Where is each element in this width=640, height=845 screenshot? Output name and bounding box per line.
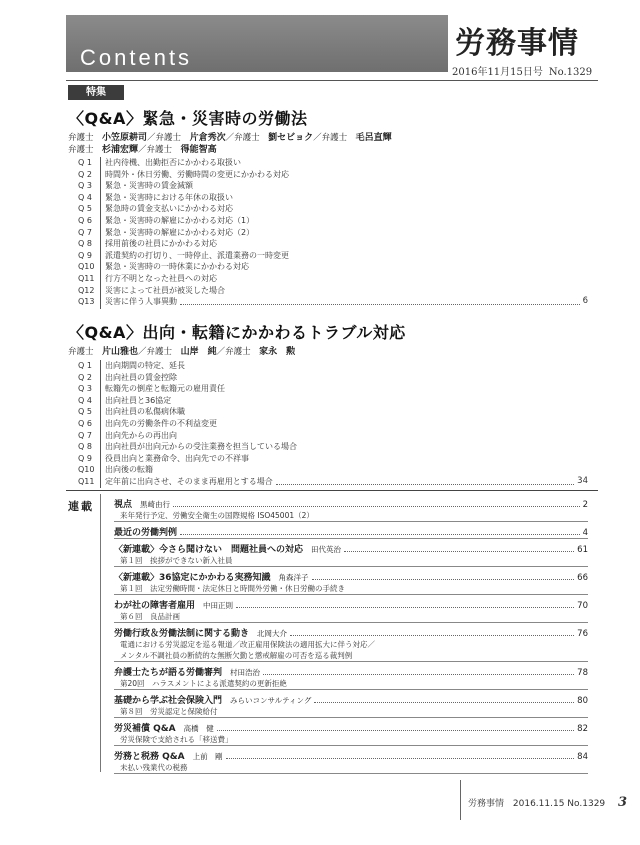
author-role: 弁護士: [68, 133, 103, 143]
dot-leader: [173, 506, 580, 507]
serial-title-row: [114, 749, 588, 762]
question-text: 転籍先の倒産と転籍元の雇用責任: [105, 384, 225, 394]
question-number: Q12: [78, 285, 95, 295]
serial-title: 〈新連載〉36協定にかかわる実務知識: [114, 573, 271, 583]
serial-title-row: [114, 693, 588, 706]
question-text: 緊急・災害時の賃金減額: [105, 181, 193, 191]
serial-author: 高橋 健: [183, 724, 214, 733]
author-role: 弁護士: [225, 347, 260, 357]
dot-leader: [180, 296, 580, 305]
question-item: [78, 285, 588, 297]
question-item: [78, 383, 588, 395]
question-text: 緊急時の賃金支払いにかかわる対応: [105, 204, 233, 214]
question-text: 災害に伴う人事異動: [105, 297, 177, 307]
serial-entry: [114, 570, 588, 595]
question-item: [78, 296, 588, 308]
serial-divider: [114, 594, 588, 595]
serial-label: 連載: [68, 500, 94, 513]
serial-title-row: [114, 570, 588, 583]
question-number: Q10: [78, 262, 95, 272]
author-name: 劉セビョク: [268, 133, 314, 143]
serial-title: 労災補償 Q&A: [114, 724, 176, 734]
question-text: 社内待機、出勤拒否にかかわる取扱い: [105, 158, 241, 167]
author-name: 家永 勲: [259, 347, 296, 357]
question-text: 出向社員の賃金控除: [105, 372, 177, 382]
question-number: Q 9: [78, 453, 92, 463]
question-item: [78, 273, 588, 285]
dot-leader: [180, 534, 580, 535]
page-number: 70: [577, 601, 588, 611]
question-item: [78, 169, 588, 181]
serial-divider: [114, 661, 588, 662]
author-name: 山岸 純: [180, 347, 217, 357]
serial-subtitle: 未払い残業代の税務: [120, 763, 188, 772]
serial-entry: [114, 721, 588, 746]
dot-leader: [276, 476, 574, 485]
serial-title: 視点: [114, 500, 133, 510]
question-item: [78, 372, 588, 384]
author-role: 弁護士: [68, 347, 103, 357]
author-role: 弁護士: [68, 145, 103, 155]
question-number: Q 1: [78, 158, 92, 167]
page-number: 78: [577, 668, 588, 678]
question-number: Q 5: [78, 204, 92, 214]
section2-question-list: [78, 360, 588, 488]
footer-magazine: 労務事情: [468, 799, 505, 809]
page-number: 76: [577, 629, 588, 639]
serial-divider: [114, 521, 588, 522]
dot-leader: [290, 635, 574, 636]
question-number: Q 9: [78, 250, 92, 260]
section1-question-list: [78, 157, 588, 308]
question-item: [78, 203, 588, 215]
author-separator: ／: [216, 347, 226, 357]
serial-subtitle: 第１回 法定労働時間・法定休日と時間外労働・休日労働の手続き: [120, 584, 345, 593]
question-text: 災害によって社員が被災した場合: [105, 285, 225, 295]
question-number: Q13: [78, 297, 95, 307]
serial-title-row: [114, 665, 588, 678]
question-item: [78, 215, 588, 227]
serial-divider: [114, 566, 588, 567]
question-text: 出向期間の特定、延長: [105, 361, 185, 370]
author-separator: ／: [138, 347, 147, 357]
section1-title: 〈Q&A〉緊急・災害時の労働法: [68, 109, 308, 128]
question-item: [78, 180, 588, 192]
dot-leader: [314, 702, 574, 703]
contents-label: Contents: [80, 45, 193, 70]
question-text: 出向社員の私傷病休職: [105, 407, 185, 417]
question-number: Q 8: [78, 239, 92, 249]
serial-subtitle: 電通における労災認定を巡る報道／改正雇用保険法の適用拡大に伴う対応／: [120, 640, 375, 649]
serial-author: 中田正則: [203, 601, 234, 610]
page-number: 82: [577, 724, 588, 734]
question-text: 出向社員と36協定: [105, 395, 172, 405]
serial-divider: [114, 745, 588, 746]
issue-info: [452, 63, 592, 78]
serial-subtitle: 労災保険で支給される「移送費」: [120, 735, 233, 744]
author-name: 得能智高: [180, 145, 217, 155]
page-number: 4: [582, 528, 588, 538]
page-number: 80: [577, 696, 588, 706]
question-item: [78, 192, 588, 204]
dot-leader: [226, 758, 575, 759]
serial-entry: [114, 525, 588, 539]
serial-subtitle: 第20回 ハラスメントによる派遣契約の更新拒絶: [120, 679, 287, 688]
question-text: 緊急・災害時の一時休業にかかわる対応: [105, 262, 249, 272]
serial-title-row: [114, 525, 588, 538]
question-text: 出向社員が出向元からの受注業務を担当している場合: [105, 442, 297, 452]
serial-title: 最近の労働判例: [114, 528, 178, 538]
page-number: 2: [582, 500, 588, 510]
section1-authors-line2: [68, 142, 217, 155]
question-text: 行方不明となった社員への対応: [105, 273, 217, 283]
serial-title: 弁護士たちが語る労働審判: [114, 668, 223, 678]
author-name: 片山雅也: [102, 347, 139, 357]
page-number: 61: [577, 545, 588, 555]
serial-author: みらいコンサルティング: [230, 696, 312, 705]
dot-leader: [217, 730, 575, 731]
question-item: [78, 157, 588, 169]
author-name: 片倉秀次: [189, 133, 226, 143]
question-item: [78, 227, 588, 239]
question-number: Q 6: [78, 215, 92, 225]
special-feature-tag: 特集: [68, 85, 124, 100]
question-text: 緊急・災害時の解雇にかかわる対応（1）: [105, 215, 255, 225]
author-separator: ／: [225, 133, 235, 143]
author-separator: ／: [313, 133, 322, 143]
author-role: 弁護士: [146, 347, 181, 357]
author-name: 小笠原耕司: [102, 133, 148, 143]
author-role: 弁護士: [234, 133, 269, 143]
serial-author: 角森洋子: [278, 573, 309, 582]
serial-subtitle: 第８回 労災認定と保険給付: [120, 707, 218, 716]
question-item: [78, 360, 588, 372]
question-number: Q 2: [78, 372, 92, 382]
question-item: [78, 453, 588, 465]
serial-title-row: [114, 497, 588, 510]
issue-number: No.1329: [548, 67, 593, 78]
issue-date: 2016年11月15日号: [452, 67, 543, 78]
question-number: Q 7: [78, 227, 92, 237]
serial-title-row: [114, 721, 588, 734]
footer-page-number: 3: [618, 795, 628, 810]
header-rule: [66, 80, 598, 81]
author-name: 毛呂直輝: [355, 133, 392, 143]
question-number: Q11: [78, 273, 95, 283]
serial-list: [114, 497, 588, 777]
author-separator: ／: [138, 145, 147, 155]
question-item: [78, 261, 588, 273]
serial-author: 村田浩治: [230, 668, 261, 677]
serial-subtitle: 来年発行予定、労働安全衛生の国際規格 ISO45001（2）: [120, 511, 314, 520]
question-text: 緊急・災害時の解雇にかかわる対応（2）: [105, 227, 255, 237]
page-number: 34: [577, 475, 588, 486]
page-number: 6: [582, 296, 588, 307]
section2-title: 〈Q&A〉出向・転籍にかかわるトラブル対応: [68, 323, 406, 342]
question-item: [78, 250, 588, 262]
question-text: 緊急・災害時における年休の取扱い: [105, 192, 233, 202]
page-number: 66: [577, 573, 588, 583]
serial-entry: [114, 542, 588, 567]
serial-title: 基礎から学ぶ社会保険入門: [114, 696, 223, 706]
question-number: Q 6: [78, 418, 92, 428]
author-name: 杉浦宏輝: [102, 145, 139, 155]
author-role: 弁護士: [146, 145, 181, 155]
serial-title-row: [114, 542, 588, 555]
author-separator: ／: [147, 133, 156, 143]
serial-divider: [114, 622, 588, 623]
question-text: 派遣契約の打切り、一時停止、派遣業務の一時変更: [105, 250, 289, 260]
dot-leader: [236, 607, 574, 608]
serial-author: 黒崎由行: [140, 500, 171, 509]
footer-issue: No.1329: [567, 799, 606, 809]
magazine-title: 労務事情: [455, 26, 579, 61]
question-item: [78, 238, 588, 250]
section2-authors: [68, 344, 295, 357]
serial-subtitle: 第１回 挨拶ができない新入社員: [120, 556, 233, 565]
serial-title-row: [114, 598, 588, 611]
question-text: 役員出向と業務命令、出向先での不祥事: [105, 453, 249, 463]
question-item: [78, 406, 588, 418]
serial-author: 上前 剛: [192, 752, 223, 761]
serial-entry: [114, 693, 588, 718]
question-item: [78, 441, 588, 453]
dot-leader: [263, 674, 574, 675]
dot-leader: [312, 579, 575, 580]
question-item: [78, 395, 588, 407]
serial-entry: [114, 665, 588, 690]
question-item: [78, 418, 588, 430]
question-number: Q 4: [78, 395, 92, 405]
serial-entry: [114, 598, 588, 623]
question-text: 出向先からの再出向: [105, 430, 177, 440]
serial-subtitle: メンタル不調社員の断続的な無断欠勤と懲戒解雇の可否を巡る裁判例: [120, 651, 353, 660]
question-number: Q 2: [78, 169, 92, 179]
question-number: Q 7: [78, 430, 92, 440]
author-role: 弁護士: [321, 133, 356, 143]
serial-divider: [114, 538, 588, 539]
question-text: 時間外・休日労働、労働時間の変更にかかわる対応: [105, 169, 289, 179]
serial-entry: [114, 749, 588, 774]
section-divider: [66, 490, 598, 491]
footer-vrule: [460, 780, 461, 820]
serial-author: 田代英治: [311, 545, 342, 554]
question-number: Q 4: [78, 192, 92, 202]
question-item: [78, 430, 588, 442]
serial-title: 〈新連載〉今さら聞けない 問題社員への対応: [114, 545, 304, 555]
question-number: Q 1: [78, 361, 92, 370]
question-text: 出向後の転籍: [105, 465, 153, 475]
question-number: Q11: [78, 476, 95, 486]
serial-subtitle: 第６回 良品計画: [120, 612, 180, 621]
serial-entry: [114, 626, 588, 662]
serial-divider: [114, 717, 588, 718]
question-text: 定年前に出向させ、そのまま再雇用とする場合: [105, 476, 273, 486]
serial-divider: [114, 773, 588, 774]
question-item: [78, 464, 588, 476]
serial-entry: [114, 497, 588, 522]
serial-divider: [114, 689, 588, 690]
footer-date: 2016.11.15: [512, 799, 565, 809]
serial-author: 北岡大介: [257, 629, 288, 638]
serial-title: 労務と税務 Q&A: [114, 752, 185, 762]
question-number: Q10: [78, 465, 95, 475]
question-number: Q 5: [78, 407, 92, 417]
question-number: Q 3: [78, 384, 92, 394]
serial-title: わが社の障害者雇用: [114, 601, 196, 611]
page-number: 84: [577, 752, 588, 762]
dot-leader: [344, 551, 574, 552]
question-item: [78, 476, 588, 488]
author-role: 弁護士: [155, 133, 190, 143]
serial-title-row: [114, 626, 588, 639]
footer: [468, 795, 627, 810]
question-number: Q 8: [78, 442, 92, 452]
question-text: 出向先の労働条件の不利益変更: [105, 418, 217, 428]
question-number: Q 3: [78, 181, 92, 191]
serial-vrule: [100, 494, 101, 772]
question-text: 採用前後の社員にかかわる対応: [105, 239, 217, 249]
serial-title: 労働行政＆労働法制に関する動き: [114, 629, 250, 639]
